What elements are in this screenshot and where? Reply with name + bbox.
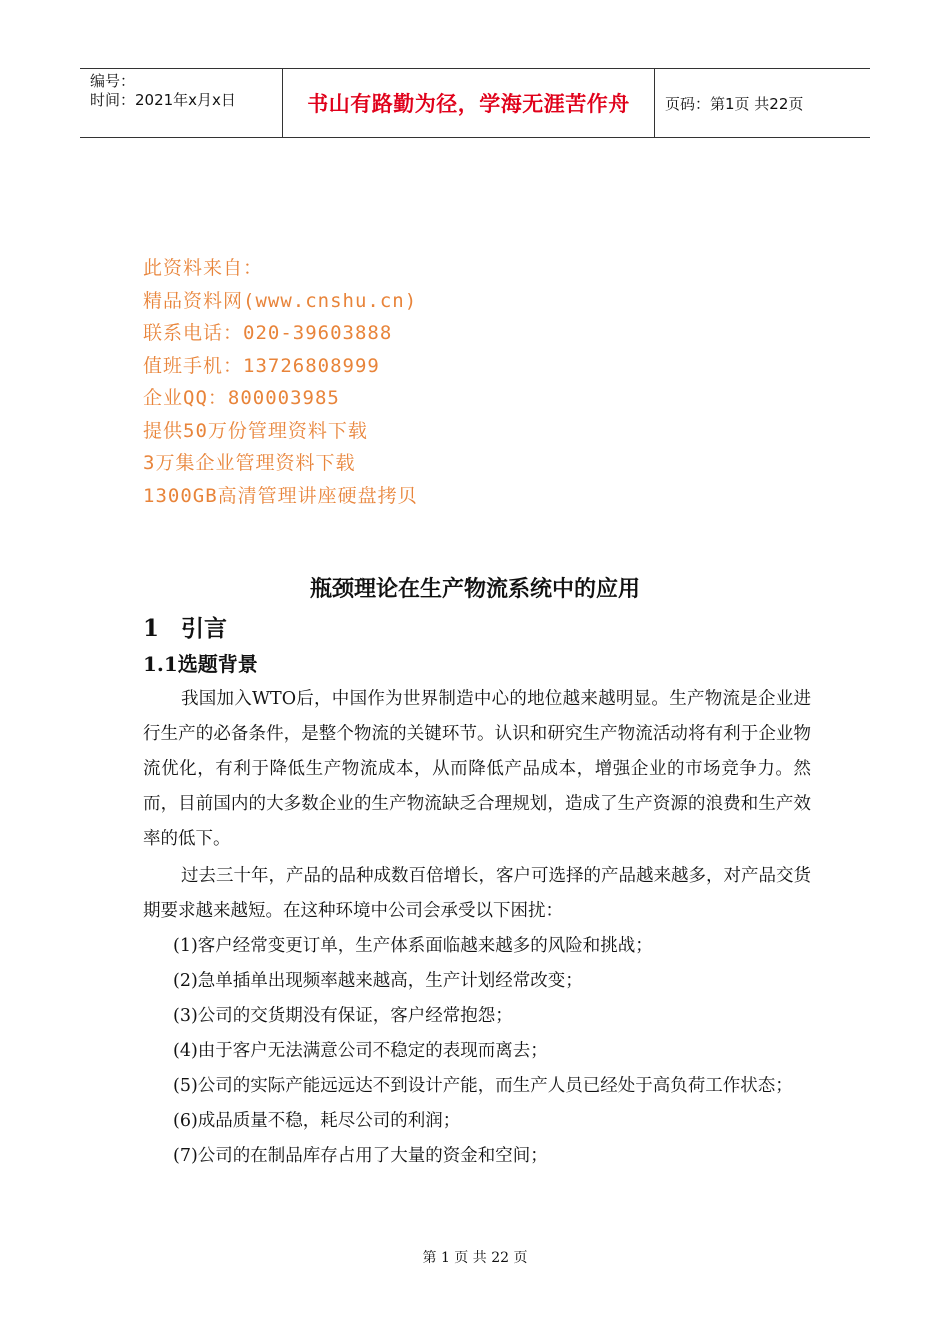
list-item: (7)公司的在制品库存占用了大量的资金和空间；: [173, 1146, 548, 1166]
list-item: (4)由于客户无法满意公司不稳定的表现而离去；: [173, 1041, 548, 1061]
time-label: 时间：2021年x月x日: [90, 91, 236, 109]
promo-line: 值班手机：13726808999: [143, 354, 380, 377]
section-heading: [143, 610, 227, 643]
section-number: 1: [143, 615, 160, 642]
list-item: (1)客户经常变更订单，生产体系面临越来越多的风险和挑战；: [173, 936, 653, 956]
subsection-heading: 1.1选题背景: [143, 652, 258, 676]
header-motto: 书山有路勤为径，学海无涯苦作舟: [282, 69, 655, 137]
list-item: (3)公司的交货期没有保证，客户经常抱怨；: [173, 1006, 513, 1026]
header-left-cell: [80, 69, 282, 137]
promo-block: [143, 252, 418, 512]
promo-line: 联系电话：020-39603888: [143, 322, 393, 344]
page-footer: 第 1 页 共 22 页: [422, 1250, 528, 1266]
promo-line: 提供50万份管理资料下载: [143, 419, 368, 442]
header-page-info: 页码：第1页 共22页: [665, 94, 804, 113]
document-body: [143, 682, 811, 1174]
promo-line: 1300GB高清管理讲座硬盘拷贝: [143, 484, 418, 507]
promo-line: 此资料来自：: [143, 257, 264, 279]
section-title: 引言: [181, 615, 227, 642]
page-header: [80, 68, 870, 138]
promo-line: 企业QQ：800003985: [143, 387, 340, 409]
list-item: (5)公司的实际产能远远达不到设计产能，而生产人员已经处于高负荷工作状态；: [173, 1076, 793, 1096]
list-item: (2)急单插单出现频率越来越高，生产计划经常改变；: [173, 971, 583, 991]
promo-line: 3万集企业管理资料下载: [143, 452, 356, 474]
paragraph-1: 我国加入WTO后，中国作为世界制造中心的地位越来越明显。生产物流是企业进行生产的必备条件，是整个物流的关键环节。认识和研究生产物流活动将有利于企业物流优化，有利于降低生产物流成本，从而降低产品成本，增强企业的市场竞争力。然而，目前国内的大多数企业的生产物流缺乏合理规划，造成了生产资源的浪费和生产效率的低下。: [143, 689, 811, 849]
document-title: 瓶颈理论在生产物流系统中的应用: [309, 577, 640, 602]
promo-line: 精品资料网(www.cnshu.cn): [143, 289, 418, 312]
list-item: (6)成品质量不稳，耗尽公司的利润；: [173, 1111, 461, 1131]
paragraph-2: 过去三十年，产品的品种成数百倍增长，客户可选择的产品越来越多，对产品交货期要求越来越短。在这种环境中公司会承受以下困扰：: [143, 866, 811, 921]
number-label: 编号：: [90, 72, 136, 90]
